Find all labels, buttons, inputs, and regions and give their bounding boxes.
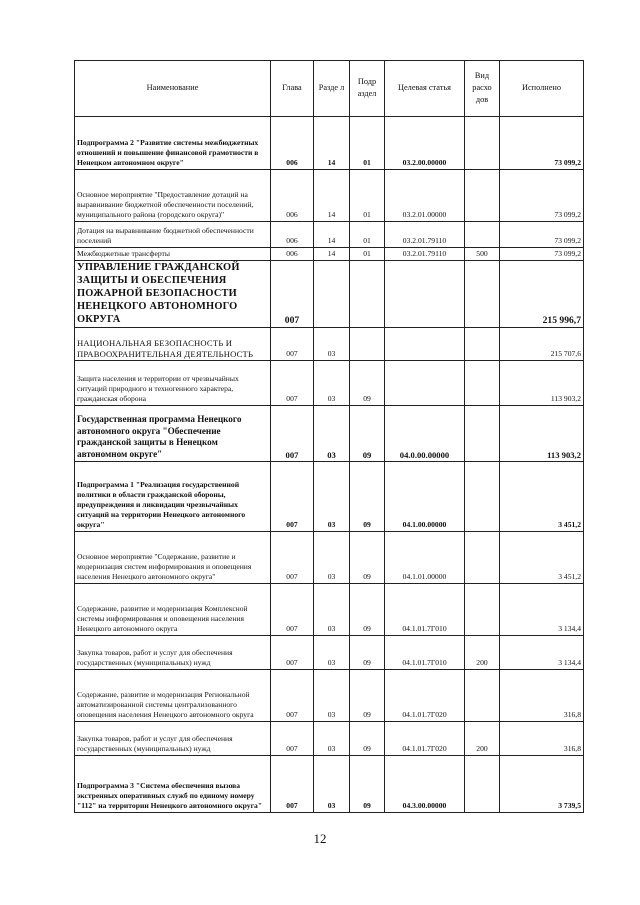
table-row bbox=[75, 584, 584, 636]
cell-glava: 007 bbox=[271, 406, 314, 462]
cell-name: Подпрограмма 2 "Развитие системы межбюджетных отношений и повышение финансовой грамотности в Ненецком автономном округе" bbox=[75, 117, 271, 170]
cell-podrazdel: 09 bbox=[350, 722, 385, 756]
cell-ispolneno: 73 099,2 bbox=[500, 248, 584, 261]
cell-ispolneno: 3 739,5 bbox=[500, 756, 584, 813]
header-name: Наименование bbox=[75, 61, 271, 117]
cell-ispolneno: 316,8 bbox=[500, 670, 584, 722]
cell-razdel: 03 bbox=[314, 328, 350, 361]
cell-vid bbox=[465, 361, 500, 406]
cell-vid bbox=[465, 261, 500, 328]
cell-vid bbox=[465, 584, 500, 636]
cell-razdel bbox=[314, 261, 350, 328]
cell-podrazdel bbox=[350, 261, 385, 328]
cell-name: Подпрограмма 3 "Система обеспечения вызова экстренных оперативных служб по единому номеру "112" на территории Ненецкого автономного округа" bbox=[75, 756, 271, 813]
header-celevaya: Целевая статья bbox=[385, 61, 465, 117]
table-row bbox=[75, 328, 584, 361]
cell-vid bbox=[465, 328, 500, 361]
cell-celevaya: 04.0.00.00000 bbox=[385, 406, 465, 462]
cell-celevaya: 03.2.00.00000 bbox=[385, 117, 465, 170]
cell-glava: 007 bbox=[271, 670, 314, 722]
cell-podrazdel: 09 bbox=[350, 756, 385, 813]
cell-razdel: 03 bbox=[314, 670, 350, 722]
cell-celevaya: 04.1.01.7Г010 bbox=[385, 584, 465, 636]
cell-celevaya: 04.1.01.7Г010 bbox=[385, 636, 465, 670]
cell-ispolneno: 316,8 bbox=[500, 722, 584, 756]
cell-glava: 006 bbox=[271, 170, 314, 222]
cell-ispolneno: 215 996,7 bbox=[500, 261, 584, 328]
cell-celevaya: 04.1.01.00000 bbox=[385, 532, 465, 584]
cell-celevaya: 03.2.01.00000 bbox=[385, 170, 465, 222]
cell-ispolneno: 73 099,2 bbox=[500, 222, 584, 248]
cell-vid bbox=[465, 406, 500, 462]
cell-vid: 200 bbox=[465, 722, 500, 756]
cell-name: Подпрограмма 1 "Реализация государственной политики в области гражданской обороны, предупреждения и ликвидации чрезвычайных ситуаций на территории Ненецкого автономного округа" bbox=[75, 462, 271, 532]
table-row bbox=[75, 261, 584, 328]
cell-ispolneno: 3 134,4 bbox=[500, 584, 584, 636]
cell-celevaya bbox=[385, 261, 465, 328]
cell-celevaya: 04.3.00.00000 bbox=[385, 756, 465, 813]
cell-razdel: 03 bbox=[314, 361, 350, 406]
cell-glava: 006 bbox=[271, 248, 314, 261]
cell-celevaya: 04.1.01.7Г020 bbox=[385, 722, 465, 756]
cell-glava: 007 bbox=[271, 532, 314, 584]
cell-podrazdel bbox=[350, 328, 385, 361]
cell-razdel: 03 bbox=[314, 722, 350, 756]
table-row bbox=[75, 117, 584, 170]
cell-name: Содержание, развитие и модернизация Комплексной системы информирования и оповещения населения Ненецкого автономного округа bbox=[75, 584, 271, 636]
cell-celevaya: 03.2.01.79110 bbox=[385, 248, 465, 261]
cell-ispolneno: 113 903,2 bbox=[500, 361, 584, 406]
cell-name: УПРАВЛЕНИЕ ГРАЖДАНСКОЙ ЗАЩИТЫ И ОБЕСПЕЧЕНИЯ ПОЖАРНОЙ БЕЗОПАСНОСТИ НЕНЕЦКОГО АВТОНОМНОГО ОКРУГА bbox=[75, 261, 271, 328]
cell-vid bbox=[465, 222, 500, 248]
table-row bbox=[75, 636, 584, 670]
table-row bbox=[75, 170, 584, 222]
cell-podrazdel: 01 bbox=[350, 222, 385, 248]
cell-podrazdel: 09 bbox=[350, 361, 385, 406]
cell-glava: 007 bbox=[271, 756, 314, 813]
cell-name: Защита населения и территории от чрезвычайных ситуаций природного и техногенного характера, гражданская оборона bbox=[75, 361, 271, 406]
cell-razdel: 03 bbox=[314, 406, 350, 462]
table-row bbox=[75, 462, 584, 532]
cell-razdel: 03 bbox=[314, 636, 350, 670]
cell-celevaya: 04.1.00.00000 bbox=[385, 462, 465, 532]
cell-ispolneno: 73 099,2 bbox=[500, 170, 584, 222]
cell-vid: 200 bbox=[465, 636, 500, 670]
cell-ispolneno: 3 134,4 bbox=[500, 636, 584, 670]
cell-ispolneno: 215 707,6 bbox=[500, 328, 584, 361]
table-row bbox=[75, 670, 584, 722]
budget-execution-table bbox=[74, 60, 584, 813]
cell-podrazdel: 09 bbox=[350, 462, 385, 532]
cell-podrazdel: 01 bbox=[350, 170, 385, 222]
header-razdel: Разде л bbox=[314, 61, 350, 117]
header-glava: Глава bbox=[271, 61, 314, 117]
table-row bbox=[75, 406, 584, 462]
cell-name: Основное мероприятие "Содержание, развитие и модернизация систем информирования и оповещения населения Ненецкого автономного округа" bbox=[75, 532, 271, 584]
cell-razdel: 14 bbox=[314, 170, 350, 222]
cell-glava: 006 bbox=[271, 117, 314, 170]
cell-name: Содержание, развитие и модернизация Региональной автоматизированной системы централизованного оповещения населения Ненецкого автономного округа bbox=[75, 670, 271, 722]
cell-vid bbox=[465, 462, 500, 532]
cell-name: НАЦИОНАЛЬНАЯ БЕЗОПАСНОСТЬ И ПРАВООХРАНИТЕЛЬНАЯ ДЕЯТЕЛЬНОСТЬ bbox=[75, 328, 271, 361]
cell-glava: 007 bbox=[271, 462, 314, 532]
cell-celevaya bbox=[385, 361, 465, 406]
cell-podrazdel: 01 bbox=[350, 117, 385, 170]
cell-celevaya bbox=[385, 328, 465, 361]
cell-glava: 007 bbox=[271, 328, 314, 361]
cell-podrazdel: 09 bbox=[350, 584, 385, 636]
cell-vid: 500 bbox=[465, 248, 500, 261]
cell-name: Закупка товаров, работ и услуг для обеспечения государственных (муниципальных) нужд bbox=[75, 722, 271, 756]
cell-vid bbox=[465, 532, 500, 584]
cell-glava: 007 bbox=[271, 722, 314, 756]
cell-celevaya: 04.1.01.7Г020 bbox=[385, 670, 465, 722]
cell-podrazdel: 09 bbox=[350, 670, 385, 722]
table-row bbox=[75, 532, 584, 584]
cell-razdel: 03 bbox=[314, 462, 350, 532]
cell-podrazdel: 09 bbox=[350, 636, 385, 670]
cell-vid bbox=[465, 756, 500, 813]
table-row bbox=[75, 722, 584, 756]
table-row bbox=[75, 248, 584, 261]
cell-name: Государственная программа Ненецкого автономного округа "Обеспечение гражданской защиты в Ненецком автономном округе" bbox=[75, 406, 271, 462]
cell-razdel: 03 bbox=[314, 532, 350, 584]
cell-ispolneno: 3 451,2 bbox=[500, 462, 584, 532]
cell-ispolneno: 73 099,2 bbox=[500, 117, 584, 170]
cell-podrazdel: 01 bbox=[350, 248, 385, 261]
cell-vid bbox=[465, 117, 500, 170]
table-row bbox=[75, 756, 584, 813]
cell-podrazdel: 09 bbox=[350, 406, 385, 462]
cell-glava: 007 bbox=[271, 261, 314, 328]
table-header-row bbox=[75, 61, 584, 117]
cell-razdel: 14 bbox=[314, 222, 350, 248]
cell-razdel: 03 bbox=[314, 756, 350, 813]
table-row bbox=[75, 361, 584, 406]
cell-glava: 007 bbox=[271, 584, 314, 636]
cell-glava: 006 bbox=[271, 222, 314, 248]
header-vid: Вид расхо дов bbox=[465, 61, 500, 117]
cell-celevaya: 03.2.01.79110 bbox=[385, 222, 465, 248]
page-number: 12 bbox=[313, 831, 327, 846]
cell-razdel: 03 bbox=[314, 584, 350, 636]
cell-razdel: 14 bbox=[314, 248, 350, 261]
cell-vid bbox=[465, 170, 500, 222]
cell-name: Закупка товаров, работ и услуг для обеспечения государственных (муниципальных) нужд bbox=[75, 636, 271, 670]
cell-name: Межбюджетные трансферты bbox=[75, 248, 271, 261]
cell-vid bbox=[465, 670, 500, 722]
cell-ispolneno: 3 451,2 bbox=[500, 532, 584, 584]
cell-name: Основное мероприятие "Предоставление дотаций на выравнивание бюджетной обеспеченности поселений, муниципального района (городского округа)" bbox=[75, 170, 271, 222]
header-ispolneno: Исполнено bbox=[500, 61, 584, 117]
cell-ispolneno: 113 903,2 bbox=[500, 406, 584, 462]
cell-glava: 007 bbox=[271, 361, 314, 406]
cell-name: Дотация на выравнивание бюджетной обеспеченности поселений bbox=[75, 222, 271, 248]
table-row bbox=[75, 222, 584, 248]
cell-glava: 007 bbox=[271, 636, 314, 670]
cell-podrazdel: 09 bbox=[350, 532, 385, 584]
cell-razdel: 14 bbox=[314, 117, 350, 170]
header-podrazdel: Подр аздел bbox=[350, 61, 385, 117]
